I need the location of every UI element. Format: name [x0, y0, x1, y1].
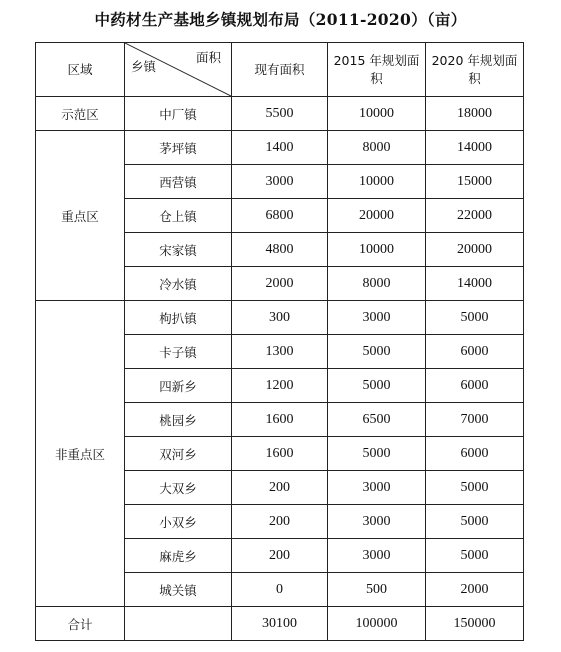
table-title: 中药材生产基地乡镇规划布局（2011-2020）（亩）	[94, 10, 467, 29]
header-current-area: 现有面积	[232, 43, 328, 97]
plan-2020-cell: 22000	[426, 199, 524, 233]
region-cell: 示范区	[36, 97, 125, 131]
town-cell: 城关镇	[125, 573, 232, 607]
table-row	[36, 301, 524, 335]
plan-2015-cell: 3000	[328, 505, 426, 539]
town-cell: 仓上镇	[125, 199, 232, 233]
town-cell: 茅坪镇	[125, 131, 232, 165]
plan-2015-cell: 5000	[328, 437, 426, 471]
header-region: 区域	[36, 43, 125, 97]
plan-2020-cell: 5000	[426, 301, 524, 335]
current-area-cell: 200	[232, 539, 328, 573]
region-cell: 重点区	[36, 131, 125, 301]
header-town-label: 乡镇	[131, 59, 157, 74]
town-cell: 双河乡	[125, 437, 232, 471]
total-current-cell: 30100	[232, 607, 328, 641]
current-area-cell: 1200	[232, 369, 328, 403]
plan-2020-cell: 2000	[426, 573, 524, 607]
plan-2015-cell: 3000	[328, 539, 426, 573]
plan-2015-cell: 10000	[328, 165, 426, 199]
current-area-cell: 2000	[232, 267, 328, 301]
current-area-cell: 4800	[232, 233, 328, 267]
town-cell: 宋家镇	[125, 233, 232, 267]
current-area-cell: 200	[232, 471, 328, 505]
current-area-cell: 1600	[232, 403, 328, 437]
total-empty-cell	[125, 607, 232, 641]
planting-base-table	[35, 42, 524, 641]
plan-2020-cell: 6000	[426, 335, 524, 369]
town-cell: 小双乡	[125, 505, 232, 539]
header-plan-2020: 2020 年规划面积	[426, 43, 524, 97]
current-area-cell: 6800	[232, 199, 328, 233]
plan-2015-cell: 10000	[328, 97, 426, 131]
plan-2015-cell: 8000	[328, 267, 426, 301]
town-cell: 四新乡	[125, 369, 232, 403]
town-cell: 冷水镇	[125, 267, 232, 301]
header-plan-2015: 2015 年规划面积	[328, 43, 426, 97]
header-row	[36, 43, 524, 97]
region-cell: 非重点区	[36, 301, 125, 607]
current-area-cell: 3000	[232, 165, 328, 199]
current-area-cell: 1400	[232, 131, 328, 165]
plan-2015-cell: 3000	[328, 301, 426, 335]
current-area-cell: 5500	[232, 97, 328, 131]
town-cell: 卡子镇	[125, 335, 232, 369]
plan-2020-cell: 6000	[426, 369, 524, 403]
plan-2015-cell: 5000	[328, 335, 426, 369]
plan-2020-cell: 6000	[426, 437, 524, 471]
plan-2015-cell: 3000	[328, 471, 426, 505]
plan-2015-cell: 20000	[328, 199, 426, 233]
plan-2015-cell: 500	[328, 573, 426, 607]
plan-2020-cell: 5000	[426, 505, 524, 539]
town-cell: 麻虎乡	[125, 539, 232, 573]
plan-2020-cell: 20000	[426, 233, 524, 267]
total-plan-2020-cell: 150000	[426, 607, 524, 641]
table-row	[36, 131, 524, 165]
total-plan-2015-cell: 100000	[328, 607, 426, 641]
town-cell: 中厂镇	[125, 97, 232, 131]
current-area-cell: 0	[232, 573, 328, 607]
plan-2020-cell: 14000	[426, 267, 524, 301]
table-body	[36, 97, 524, 641]
plan-2015-cell: 6500	[328, 403, 426, 437]
current-area-cell: 200	[232, 505, 328, 539]
current-area-cell: 1600	[232, 437, 328, 471]
plan-2015-cell: 8000	[328, 131, 426, 165]
plan-2020-cell: 15000	[426, 165, 524, 199]
town-cell: 大双乡	[125, 471, 232, 505]
current-area-cell: 300	[232, 301, 328, 335]
plan-2015-cell: 5000	[328, 369, 426, 403]
plan-2020-cell: 18000	[426, 97, 524, 131]
town-cell: 枸扒镇	[125, 301, 232, 335]
town-cell: 西营镇	[125, 165, 232, 199]
plan-2015-cell: 10000	[328, 233, 426, 267]
header-area-label: 面积	[195, 50, 221, 65]
header-diagonal-cell	[125, 43, 232, 97]
plan-2020-cell: 5000	[426, 539, 524, 573]
town-cell: 桃园乡	[125, 403, 232, 437]
plan-2020-cell: 5000	[426, 471, 524, 505]
total-label-cell: 合计	[36, 607, 125, 641]
table-row	[36, 97, 524, 131]
plan-2020-cell: 14000	[426, 131, 524, 165]
total-row	[36, 607, 524, 641]
plan-2020-cell: 7000	[426, 403, 524, 437]
current-area-cell: 1300	[232, 335, 328, 369]
